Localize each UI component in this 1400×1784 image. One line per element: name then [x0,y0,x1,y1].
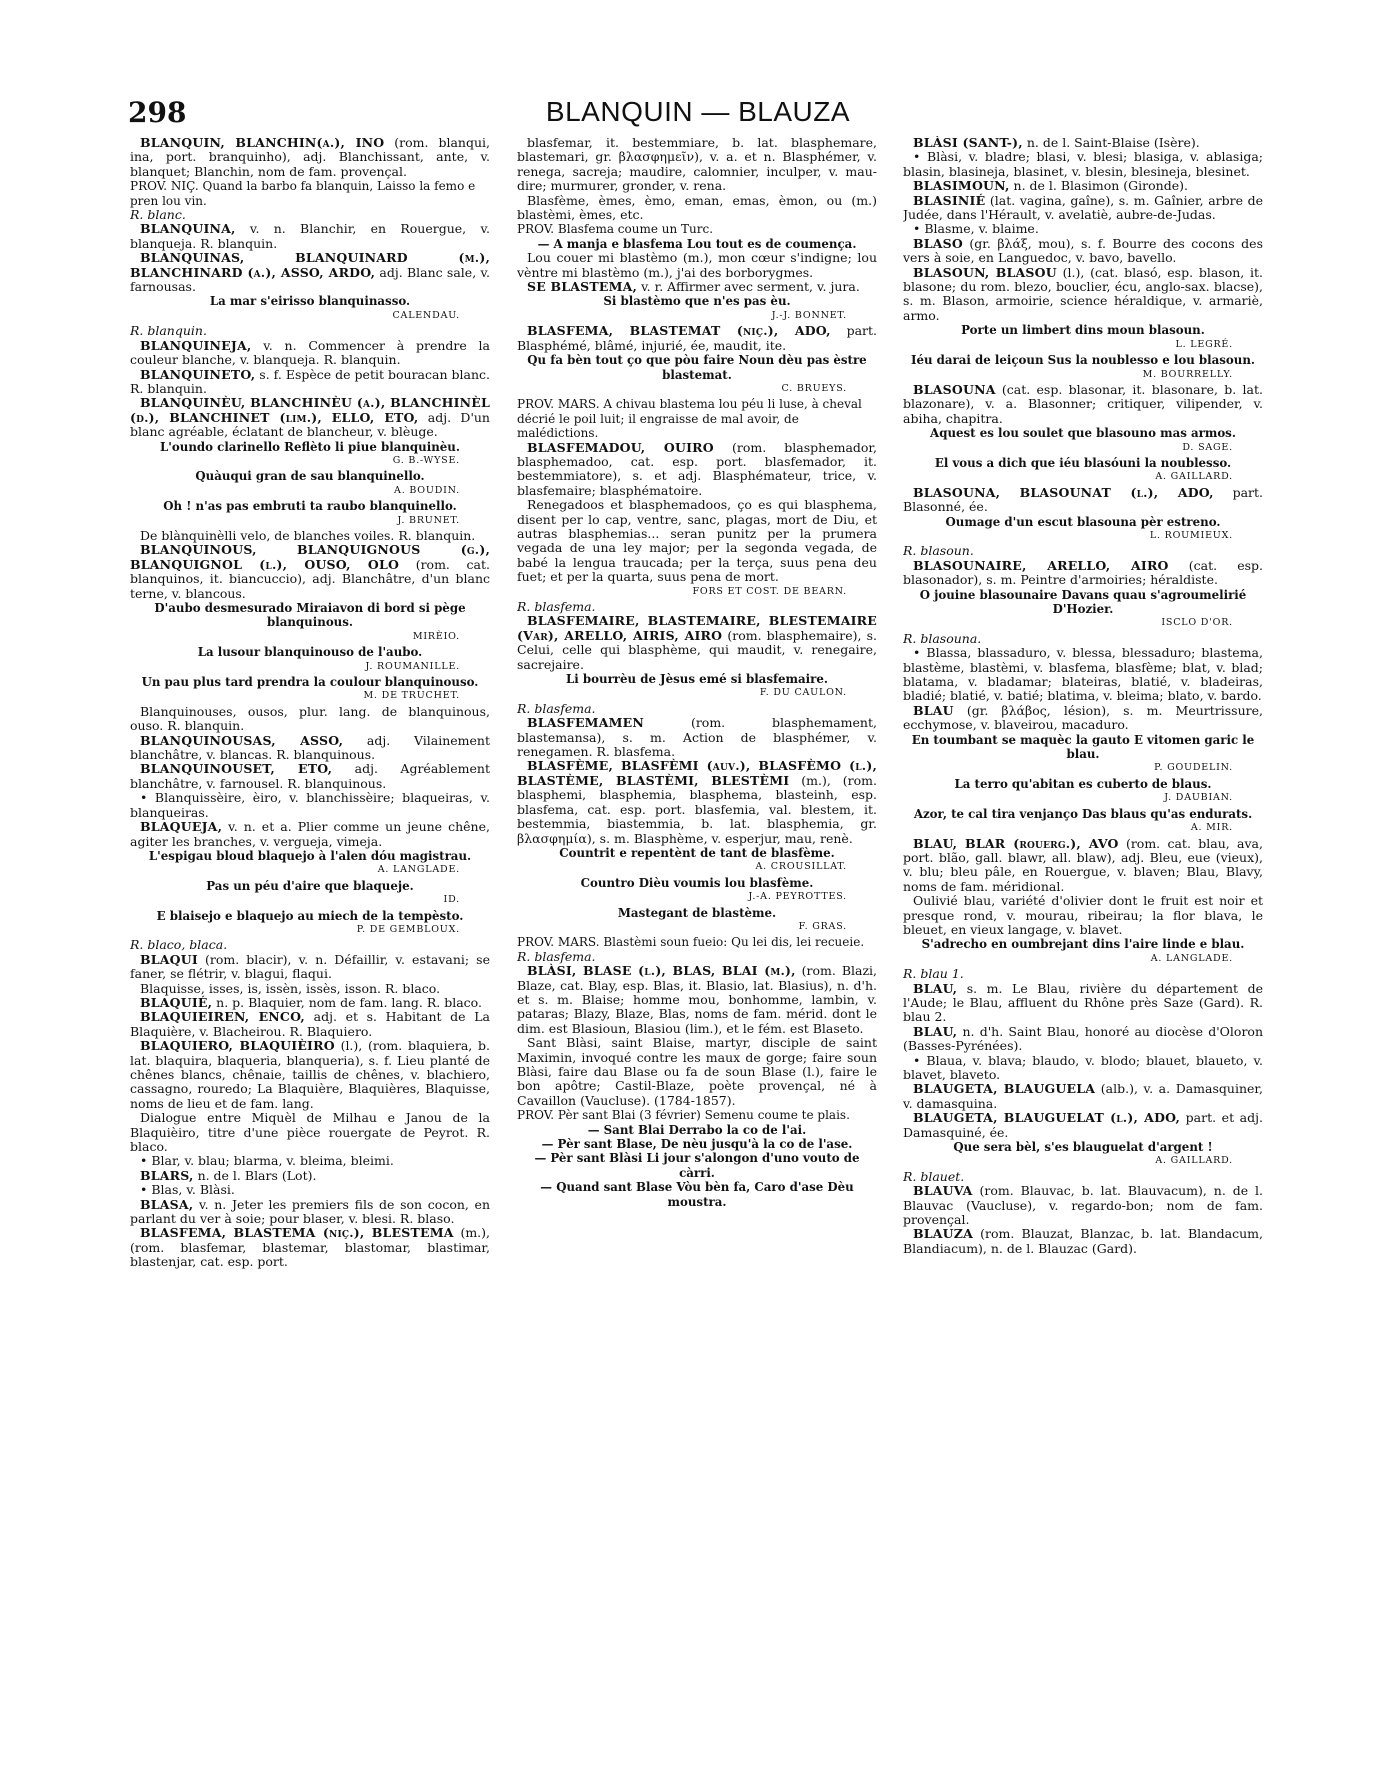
entry-text: • Blàsi, v. bladre; blasi, v. blesi; blasiga, v. ablasiga; blasin, blasineja, blasinet, v. blesin, blesineja, blesinet. [903,149,1263,179]
quotation-attribution: A. MIR. [1190,822,1233,834]
entry-text: Dialogue entre Miquèl de Milhau e Janou de la Blaquièiro, titre d'une pièce rouergate de Peyrot. R. blaco. [130,1110,490,1155]
entry-text: Sant Blàsi, saint Blaise, martyr, disciple de saint Maximin, invoqué contre les maux de gorge; faire soun Blàsi, faire dau Blase ou fa de soun Blase (l.), faire le bon apôtre; Castil-Blaze, poète provençal, né à Cavaillon (Vaucluse). (1784-1857). [517,1035,877,1108]
headword: BLASOUNA, BLASOUNAT (l.), ADO, [913,484,1214,500]
column-3 [903,136,1263,1756]
quotation-attribution: J. ROUMANILLE. [365,660,460,672]
entry-text: (rom. cat. blanquinos, it. biancuccio), adj. Blanchâtre, d'un blanc terne, v. blancous. [130,556,490,601]
quotation: Oumage d'un escut blasouna pèr estreno. [945,514,1221,529]
quotation: L'espigau bloud blaquejo à l'alen dóu magistrau. [148,848,472,863]
headword: BLASFEMAIRE, BLASTEMAIRE, BLESTEMAIRE (Var), ARELLO, AIRIS, AIRO [517,613,877,643]
quotation-attribution: L. LEGRÉ. [1175,338,1233,350]
proverb: PROV. Blasfema coume un Turc. [517,222,714,237]
entry-text: part. Blasonné, ée. [903,484,1263,515]
dictionary-entry [130,368,490,397]
headword: BLAUGETA, BLAUGUELAT (l.), ADO, [913,1110,1181,1126]
quotation-attribution: D. SAGE. [1182,441,1233,453]
entry-text: blasfemar, it. bestemmiare, b. lat. blasphemare, blastemari, gr. βλασφημεῖν), v. a. et n. Blasphémer, v. renega, sacreja; maudire, calomnier, inculper, v. mau-dire; murmurer, gronder, v. rena. [517,136,877,194]
etymology-reference: R. blanquin. [130,323,207,339]
headword: BLÀSI (SANT-), [913,136,1023,150]
quotation: Li bourrèu de Jèsus emé si blasfemaire. [566,672,828,687]
dictionary-entry [903,1025,1263,1054]
headword: BLASO [913,235,963,251]
page-number: 298 [128,96,187,129]
headword: BLASFEMA, BLASTEMA (niç.), BLESTEMA [140,1225,454,1241]
entry-text: • Blasme, v. blaime. [913,221,1039,237]
headword: BLANQUINOUS, BLANQUIGNOUS (g.), BLANQUIGNOL (l.), OUSO, OLO [130,542,490,572]
dictionary-entry [130,953,490,982]
dictionary-entry [517,194,877,223]
dictionary-entry [517,251,877,280]
quotation-attribution: J. DAUBIAN. [1164,792,1233,804]
headword: BLAUVA [913,1183,973,1199]
entry-text: • Blassa, blassaduro, v. blessa, blessaduro; blastema, blastème, blastèmi, v. blasfema, blasfème; blat, v. blad; blatama, v. bladamar; blateiras, blatié, v. bladeiras, bladié; blatié, v. batié; blatima, v. bleima; blato, v. bardo. [903,645,1263,704]
entry-text: (l.), (cat. blasó, esp. blason, it. blasone; du rom. blezo, bouclier, écu, anglo-sax. blacse), s. m. Blason, armoirie, science héraldique, v. armariè, armo. [903,264,1263,323]
entry-text: n. de l. Blasimon (Gironde). [1013,178,1188,194]
proverb: PROV. MARS. A chivau blastema lou péu li luse, à cheval décrié le poil luit; il engraisse de mal avoir, de malédictions. [517,397,862,441]
entry-text: (rom. blacir), v. n. Défaillir, v. estavani; se faner, se flétrir, v. blagui, flaqui. [130,951,490,982]
entry-text: Lou couer mi blastèmo (m.), mon cœur s'indigne; lou vèntre mi blastèmo (m.), j'ai des borborygmes. [517,250,877,280]
headword: BLASFEMAMEN [527,715,645,731]
dictionary-entry [130,251,490,294]
dictionary-entry [903,1054,1263,1083]
quotation-attribution: P. GOUDELIN. [1154,762,1233,774]
dictionary-entry [517,716,877,759]
entry-text: v. n. Jeter les premiers fils de son cocon, en parlant du ver à soie; pour blaser, v. blesi. R. blaso. [130,1196,490,1227]
quotation-attribution: A. GAILLARD. [1155,1155,1233,1167]
headword: BLANQUINAS, BLANQUINARD (m.), BLANCHINARD (a.), ASSO, ARDO, [130,250,490,280]
dictionary-entry [517,498,877,584]
dictionary-entry [903,150,1263,179]
headword: BLAQUIERO, BLAQUIÈIRO [140,1038,335,1054]
dictionary-entry [130,222,490,251]
dictionary-entry [130,762,490,791]
headword: BLAUGETA, BLAUGUELA [913,1081,1096,1097]
headword: BLASOUNA [913,381,996,397]
quotation-attribution: A. CROUSILLAT. [755,861,847,873]
entry-text: (gr. βλάβος, lésion), s. m. Meurtrissure, ecchymose, v. blaveirou, macaduro. [903,702,1263,733]
entry-text: v. r. Affirmer avec serment, v. jura. [641,279,860,295]
quotation: La mar s'eirisso blanquinasso. [209,294,411,309]
headword: BLAUZA [913,1226,973,1242]
entry-text: (rom. Blazi, Blaze, cat. Blay, esp. Blas, it. Blasio, lat. Blasius), n. d'h. et s. m. Blaise; homme mou, bonhomme, lambin, v. pataras; Blazy, Blaze, Blas, noms de fam. mérid. dont le dim. est Blasioun, Blasiou (lim.), et le fém. est Blaseto. [517,963,877,1036]
etymology-reference: R. blauet. [903,1168,965,1184]
entry-text: Blanquinouses, ousos, plur. lang. de blanquinous, ouso. R. blanquin. [130,703,490,734]
entry-text: Oulivié blau, variété d'olivier dont le fruit est noir et presque rond, v. mourau, ribeirau; la flor blava, le bleuet, en vieux langage, v. blavet. [903,893,1263,937]
entry-text: De blànquinèlli velo, de blanches voiles. R. blanquin. [140,527,476,543]
quotation: Un pau plus tard prendra la coulour blanquinouso. [141,675,479,690]
quotation: Que sera bèl, s'es blauguelat d'argent ! [953,1140,1213,1155]
headword: SE BLASTEMA, [527,279,638,295]
dictionary-entry [130,734,490,763]
entry-text: (rom. blasphemaire), s. Celui, celle qui blasphème, qui maudit, v. renegaire, sacrejaire. [517,627,877,672]
quotation: Iéu darai de leiçoun Sus la noublesso e lou blasoun. [910,353,1256,368]
entry-text: adj. Blanc sale, v. farnousas. [130,264,490,295]
dictionary-entry [517,1036,877,1108]
quotation-attribution: A. GAILLARD. [1155,471,1233,483]
quotation: Countro Dièu voumis lou blasfème. [580,875,814,890]
entry-text: n. de l. Blars (Lot). [197,1167,317,1183]
quotation: Oh ! n'as pas embruti ta raubo blanquinello. [163,499,457,514]
dictionary-entry [903,646,1263,704]
dictionary-entry [903,179,1263,193]
dictionary-entry [903,837,1263,895]
entry-text: • Blanquissèire, èiro, v. blanchissèire; blaqueiras, v. blanqueiras. [130,790,490,820]
entry-text: (gr. βλάξ, mou), s. f. Bourre des cocons des vers à soie, en Languedoc, v. bavo, bavello. [903,235,1263,266]
quotation: E blaisejo e blaquejo au miech de la tempèsto. [156,908,464,923]
dictionary-entry [130,1226,490,1269]
entry-text: (rom. blasphemament, blastemansa), s. m. Action de blasphémer, v. renegamen. R. blasfema. [517,715,877,760]
quotation-attribution: J. BRUNET. [397,514,460,526]
dictionary-entry [903,1082,1263,1111]
dictionary-entry [903,1227,1263,1256]
dictionary-entry [130,1198,490,1227]
quotation: El vous a dich que iéu blasóuni la noublesso. [934,455,1232,470]
headword: BLAQUEJA, [140,819,223,835]
entry-text: (l.), (rom. blaquiera, b. lat. blaquira, blaqueria, blanqueria), s. f. Lieu planté de chênes blancs, chênaie, taillis de chênes, v. blachiero, cassagno, rouredo; La Blaquière, Blaquières, Blaquisse, noms de lieu et de fam. lang. [130,1038,490,1111]
running-title: BLANQUIN — BLAUZA [545,96,851,127]
quotation: Mastegant de blastème. [617,905,777,920]
quotation-attribution: CALENDAU. [392,309,460,321]
dictionary-entry [130,136,490,179]
dictionary-entry [903,194,1263,223]
quotation: — Pèr sant Blase, De nèu jusqu'à la co de l'ase. [541,1137,853,1152]
dictionary-entry [903,383,1263,426]
headword: BLÀSI, BLASE (l.), BLAS, BLAI (m.), [527,963,796,979]
quotation-attribution: G. B.-WYSE. [392,454,460,466]
headword: BLASFÈME, BLASFÈMI (auv.), BLASFÈMO (l.), BLASTÈME, BLASTÈMI, BLESTÈMI [517,758,877,788]
headword: BLANQUINETO, [140,366,256,382]
etymology-reference: R. blasfema. [517,599,596,614]
entry-text: s. m. Le Blau, rivière du département de l'Aude; le Blau, affluent du Rhône près Saze (Gard). R. blau 2. [903,980,1263,1025]
entry-text: (rom. blasphemador, blasphemadoo, cat. esp. port. blasfemador, it. bestemmiatore), s. et adj. Blasphémateur, trice, v. blasfemaire; blasphématoire. [517,439,877,498]
dictionary-entry [517,324,877,353]
dictionary-entry [130,1010,490,1039]
headword: BLANQUINA, [140,221,236,237]
entry-text: (lat. vagina, gaîne), s. m. Gaînier, arbre de Judée, dans l'Hérault, v. avelatiè, aubre-de-Judas. [903,192,1263,223]
dictionary-entry [517,614,877,672]
headword: BLAU, [913,1023,958,1039]
entry-text: adj. D'un blanc agréable, éclatant de blancheur, v. blèuge. [130,409,490,440]
entry-text: (rom. cat. blau, ava, port. blão, gall. blawr, all. blaw), adj. Bleu, eue (vieux), v. blu; bleu pâle, en Rouergue, v. blaven; Blau, Blavy, noms de fam. méridional. [903,835,1263,894]
entry-text: (alb.), v. a. Damasquiner, v. damasquina. [903,1081,1263,1111]
quotation: D'aubo desmesurado Miraiavon di bord si pège blanquinous. [154,601,466,630]
entry-text: n. p. Blaquier, nom de fam. lang. R. blaco. [216,994,482,1010]
dictionary-entry [130,820,490,849]
entry-text: (rom. Blauzat, Blanzac, b. lat. Blandacum, Blandiacum), n. de l. Blauzac (Gard). [903,1226,1263,1256]
headword: BLASINIÉ [913,192,986,208]
quotation-attribution: L. ROUMIEUX. [1149,529,1233,541]
quotation-attribution: F. GRAS. [798,920,847,932]
dictionary-entry [130,529,490,543]
entry-text: (rom. blanqui, ina, port. branquinho), adj. Blanchissant, ante, v. blanquet; Blanchin, nom de fam. provençal. [130,136,490,179]
quotation: — Quand sant Blase Vòu bèn fa, Caro d'ase Dèu moustra. [540,1180,854,1209]
dictionary-entry [130,1111,490,1154]
entry-text: • Blaua, v. blava; blaudo, v. blodo; blauet, blaueto, v. blavet, blaveto. [903,1052,1263,1082]
quotation-attribution: A. BOUDIN. [394,484,460,496]
quotation: Si blastèmo que n'es pas èu. [603,294,791,309]
quotation-attribution: FORS ET COST. DE BEARN. [692,585,847,597]
headword: BLASFEMADOU, OUIRO [527,439,714,455]
dictionary-entry [130,339,490,368]
quotation-attribution: C. BRUEYS. [781,382,847,394]
headword: BLANQUIN, BLANCHIN(a.), INO [140,136,385,150]
entry-text: (cat. esp. blasonador), s. m. Peintre d'armoiries; héraldiste. [903,557,1263,588]
headword: BLASIMOUN, [913,178,1010,194]
dictionary-entry [903,222,1263,236]
etymology-reference: R. blasfema. [517,700,596,716]
column-2 [517,136,877,1756]
etymology-reference: R. blaco, blaca. [130,937,228,953]
quotation: Aquest es lou soulet que blasouno mas armos. [930,426,1236,441]
entry-text: n. d'h. Saint Blau, honoré au diocèse d'Oloron (Basses-Pyrénées). [903,1023,1263,1054]
etymology-reference: R. blasoun. [903,543,974,559]
dictionary-entry [517,280,877,294]
etymology-reference: R. blasfema. [517,948,596,964]
dictionary-entry [903,136,1263,150]
entry-text: (cat. esp. blasonar, it. blasonare, b. lat. blazonare), v. a. Blasonner; critiquer, vilipender, v. abiha, chapitra. [903,381,1263,426]
quotation: — Sant Blai Derrabo la co de l'ai. [587,1122,807,1137]
quotation-attribution: A. LANGLADE. [377,864,460,876]
dictionary-entry [130,1039,490,1111]
quotation-attribution: ISCLO D'OR. [1161,617,1233,629]
etymology-reference: R. blanc. [130,207,186,223]
quotation: Azor, te cal tira venjanço Das blaus qu'as endurats. [913,806,1253,821]
dictionary-entry [517,441,877,499]
entry-text: adj. Agréablement blanchâtre, v. farnousel. R. blanquinous. [130,761,490,791]
dictionary-entry [517,136,877,194]
dictionary-entry [903,1184,1263,1227]
quotation: Countrit e repentènt de tant de blasfème. [559,845,835,860]
entry-text: • Blas, v. Blàsi. [140,1182,235,1198]
entry-text: part. Blasphémé, blâmé, injurié, ée, maudit, ite. [517,323,877,353]
entry-text: • Blar, v. blau; blarma, v. bleima, bleimi. [140,1153,394,1169]
headword: BLANQUINEJA, [140,337,252,353]
quotation-attribution: MIRÈIO. [412,630,460,642]
headword: BLANQUINOUSAS, ASSO, [140,732,344,748]
quotation: Porte un limbert dins moun blasoun. [961,323,1205,338]
quotation-attribution: P. DE GEMBLOUX. [356,923,460,935]
entry-text: Blaquisse, isses, is, issèn, issès, isson. R. blaco. [140,980,441,996]
quotation: Qu fa bèn tout ço que pòu faire Noun dèu pas èstre blastemat. [527,353,867,382]
proverb: PROV. NIÇ. Quand la barbo fa blanquin, Laisso la femo e pren lou vin. [130,179,476,208]
quotation: O jouine blasounaire Davans quau s'agroumelirié D'Hozier. [919,587,1247,616]
entry-text: Renegadoos et blasphemadoos, ço es qui blasphema, disent per lo cap, ventre, sanc, plagas, mort de Diu, et autras blasphemias... seran punitz per la prumera vegada de una ley major; per la segonda vegada, de babé la lengua traucada; per la terça, suus pena deu fuet; et per la quarta, suus pena de mort. [517,497,877,585]
entry-text: n. de l. Saint-Blaise (Isère). [1026,136,1200,150]
entry-text: s. f. Espèce de petit bouracan blanc. R. blanquin. [130,366,490,396]
headword: BLAQUIÉ, [140,994,213,1010]
headword: BLAU [913,702,954,718]
quotation: Quàuqui gran de sau blanquinello. [195,469,425,484]
dictionary-entry [130,543,490,601]
entry-text: v. n. Blanchir, en Rouergue, v. blanqueja. R. blanquin. [130,221,490,251]
headword: BLARS, [140,1167,194,1183]
column-1 [130,136,490,1756]
headword: BLANQUINOUSET, ETO, [140,761,333,777]
dictionary-entry [903,266,1263,324]
entry-text: adj. et s. Habitant de La Blaquière, v. Blacheirou. R. Blaquiero. [130,1009,490,1039]
quotation: L'oundo clarinello Reflèto li piue blanquinèu. [159,439,460,454]
quotation-attribution: A. LANGLADE. [1150,952,1233,964]
etymology-reference: R. blau 1. [903,966,964,982]
dictionary-entry [130,1154,490,1168]
proverb: PROV. MARS. Blastèmi soun fueio: Qu lei dis, lei recueie. [517,935,865,950]
entry-text: Blasfème, èmes, èmo, eman, emas, èmon, ou (m.) blastèmi, èmes, etc. [517,192,877,223]
headword: BLASA, [140,1196,194,1212]
quotation: — Pèr sant Blàsi Li jour s'alongon d'uno vouto de càrri. [534,1151,860,1180]
dictionary-entry [130,791,490,820]
dictionary-entry [903,486,1263,515]
proverb: PROV. Pèr sant Blai (3 février) Semenu coume te plais. [517,1108,850,1123]
dictionary-entry [903,559,1263,588]
dictionary-entry [130,1183,490,1197]
dictionary-entry [130,396,490,439]
dictionary-entry [517,759,877,845]
headword: BLAQUI [140,951,198,967]
headword: BLASOUNAIRE, ARELLO, AIRO [913,557,1169,573]
dictionary-entry [903,237,1263,266]
dictionary-entry [903,704,1263,733]
quotation-attribution: J.-A. PEYROTTES. [748,891,847,903]
page-header [128,96,1268,136]
quotation: — A manja e blasfema Lou tout es de coumença. [537,236,857,251]
quotation: La lusour blanquinouso de l'aubo. [197,645,423,660]
quotation-attribution: ID. [443,894,460,906]
quotation-attribution: F. DU CAULON. [759,687,847,699]
entry-text: v. n. et a. Plier comme un jeune chêne, agiter les branches, v. vergueja, vimeja. [130,819,490,849]
quotation: La terro qu'abitan es cuberto de blaus. [954,776,1212,791]
entry-text: v. n. Commencer à prendre la couleur blanche, v. blanqueja. R. blanquin. [130,337,490,368]
quotation-attribution: M. DE TRUCHET. [363,690,460,702]
dictionary-entry [517,964,877,1036]
quotation: S'adrecho en oumbrejant dins l'aire linde e blau. [921,937,1245,952]
quotation-attribution: M. BOURRELLY. [1142,368,1233,380]
quotation: Pas un péu d'aire que blaqueje. [206,878,414,893]
headword: BLAQUIEIREN, ENCO, [140,1009,305,1025]
quotation-attribution: J.-J. BONNET. [771,309,847,321]
headword: BLAU, BLAR (rouerg.), AVO [913,835,1119,851]
entry-text: (m.), (rom. blasphemi, blasphemia, blasphema, blasteinh, esp. blasfema, cat. esp. port. blasfemia, val. blestem, it. bestemmia, biastemmia, b. lat. blasphemia, gr. βλασφημία), s. m. Blasphème, v. esperjur, mau, renè. [517,772,877,846]
dictionary-entry [130,1169,490,1183]
headword: BLASOUN, BLASOU [913,264,1057,280]
entry-text: adj. Vilainement blanchâtre, v. blancas. R. blanquinous. [130,732,490,763]
quotation: En toumbant se maquèc la gauto E vitomen garic le blau. [911,732,1255,762]
entry-text: (m.), (rom. blasfemar, blastemar, blastomar, blastimar, blastenjar, cat. esp. port. [130,1225,490,1270]
headword: BLANQUINÈU, BLANCHINÈU (a.), BLANCHINÈL (d.), BLANCHINET (lim.), ELLO, ETO, [130,395,490,425]
headword: BLAU, [913,980,958,996]
dictionary-entry [130,705,490,734]
headword: BLASFEMA, BLASTEMAT (niç.), ADO, [527,323,831,339]
etymology-reference: R. blasouna. [903,630,982,646]
dictionary-entry [903,1111,1263,1140]
entry-text: part. et adj. Damasquiné, ée. [903,1110,1263,1140]
dictionary-entry [903,982,1263,1025]
dictionary-entry [130,982,490,996]
dictionary-entry [903,894,1263,937]
dictionary-entry [130,996,490,1010]
entry-text: (rom. Blauvac, b. lat. Blauvacum), n. de l. Blauvac (Vaucluse), v. regardo-bon; nom de fam. provençal. [903,1183,1263,1228]
